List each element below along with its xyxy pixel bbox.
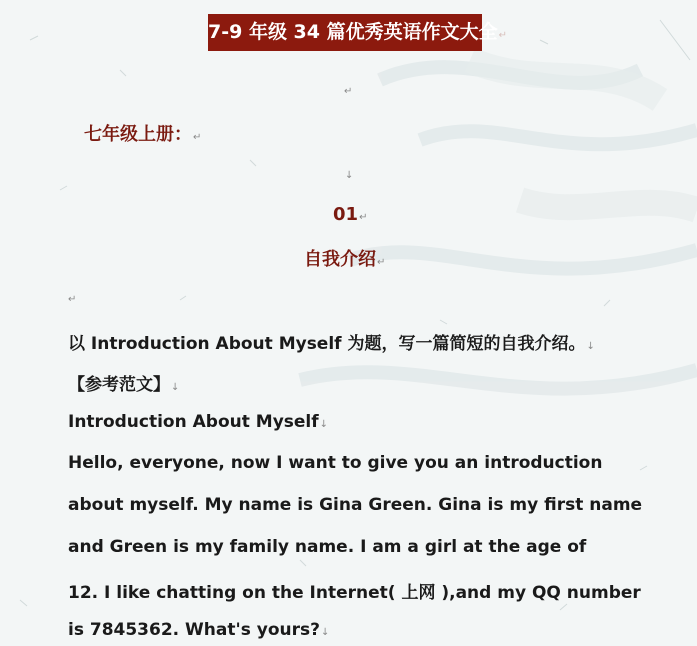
essay-title [304,245,385,271]
line-break-mark: ↓ [345,170,354,181]
paragraph-mark: ↵ [193,132,202,143]
paragraph-mark: ↵ [359,212,368,223]
essay-number [333,204,367,225]
english-essay-title [68,412,328,432]
essay-title-text: 自我介绍 [304,249,376,270]
banner-text: 7-9 年级 34 篇优秀英语作文大全 [208,21,498,43]
line-break-mark: ↓ [320,627,330,638]
paragraph-mark: ↵ [498,30,508,41]
essay-number-text: 01 [333,204,359,225]
essay-body-line: is 7845362. What's yours? [68,620,320,640]
line-break-mark: ↓ [171,382,180,393]
essay-body-line: 12. I like chatting on the Internet( 上网 ),and my QQ number [68,583,641,603]
essay-prompt [68,329,595,354]
paragraph-mark: ↵ [68,294,77,305]
english-essay-title-text: Introduction About Myself [68,412,319,432]
document-banner-title [208,14,508,51]
section-heading-text: 七年级上册： [84,124,192,145]
line-break-mark: ↓ [319,419,329,430]
section-heading [84,120,201,146]
essay-body-line: and Green is my family name. I am a girl at the age of [68,537,587,557]
reference-label-text: 【参考范文】 [68,375,170,395]
essay-body-line: about myself. My name is Gina Green. Gina is my first name [68,495,643,515]
essay-prompt-text: 以 Introduction About Myself 为题，写一篇简短的自我介绍。 [68,334,586,354]
essay-body-line: Hello, everyone, now I want to give you an introduction [68,453,603,473]
reference-label [68,370,179,395]
line-break-mark: ↓ [586,341,595,352]
paragraph-mark: ↵ [344,86,353,97]
paragraph-mark: ↵ [377,257,386,268]
essay-body-line-last [68,620,329,640]
